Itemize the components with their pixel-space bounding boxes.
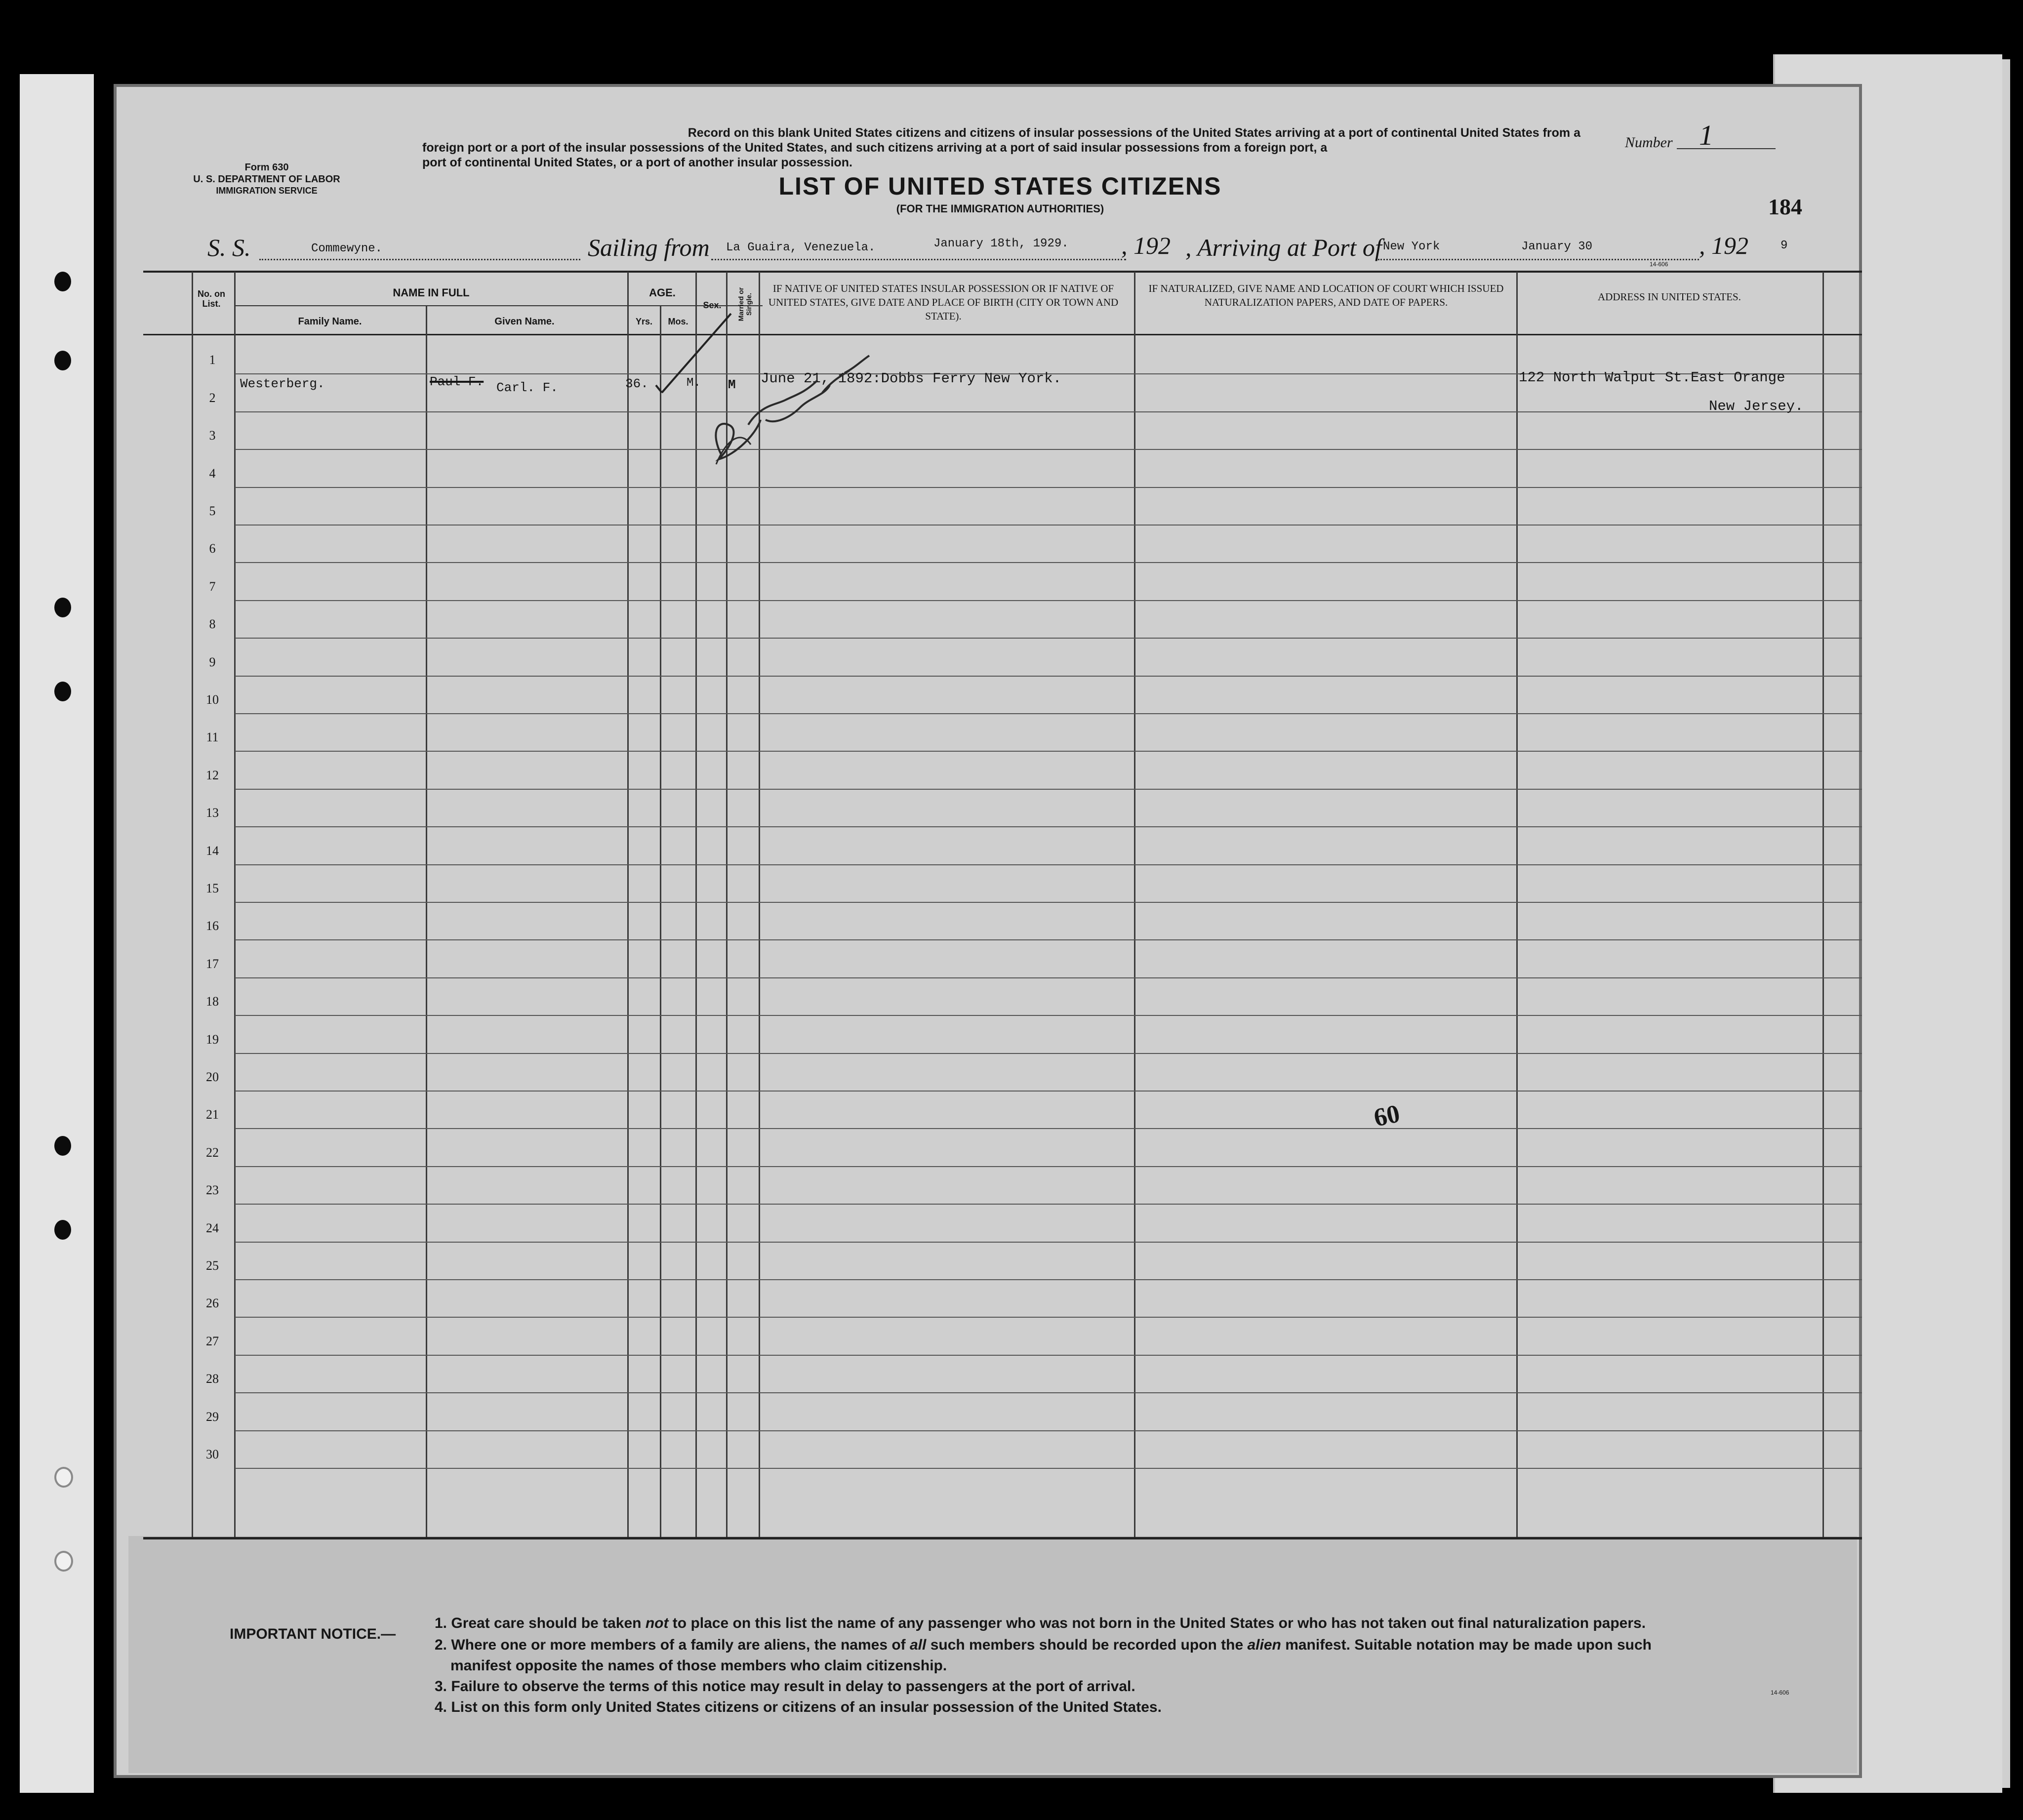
notice-item-4: 4. List on this form only United States citizens or citizens of an insular possession of the United States. [435, 1699, 1162, 1715]
row-number: 27 [206, 1334, 219, 1348]
notice-2-em-1: all [910, 1637, 927, 1653]
header-bottom-border [143, 334, 1862, 335]
col-sex-header: Sex. [703, 300, 722, 310]
row-line [235, 1392, 1862, 1393]
notice-1-text: 1. Great care should be taken [435, 1615, 646, 1631]
col-given-header: Given Name. [494, 316, 555, 327]
binder-hole [54, 272, 71, 291]
binder-hole [54, 682, 71, 701]
col-native-header: IF NATIVE OF UNITED STATES INSULAR POSSESSION OR IF NATIVE OF UNITED STATES, GIVE DATE AND PLACE OF BIRTH (CITY OR TOWN AND STATE). [768, 283, 1119, 322]
row-number: 25 [206, 1258, 219, 1273]
handwritten-mark: 60 [1371, 1099, 1403, 1132]
notice-item-2-cont: manifest opposite the names of those members who claim citizenship. [450, 1658, 947, 1674]
page-subtitle: (FOR THE IMMIGRATION AUTHORITIES) [896, 202, 1104, 215]
entry-address-line2: New Jersey. [1709, 398, 1804, 414]
binder-hole [54, 1467, 73, 1488]
row-number: 3 [209, 428, 216, 443]
ss-label: S. S. [207, 234, 251, 261]
number-label: Number [1625, 134, 1673, 151]
row-line [235, 902, 1862, 903]
row-line [235, 449, 1862, 450]
record-instructions-3: port of continental United States, or a port of another insular possession. [422, 156, 852, 169]
notice-2-em-2: alien [1247, 1637, 1281, 1653]
sailing-underline [711, 259, 1126, 260]
col-line [627, 272, 629, 1537]
row-line [235, 977, 1862, 978]
notice-1-text-end: to place on this list the name of any passenger who was not born in the United States or who has not taken out final naturalization papers. [668, 1615, 1646, 1631]
row-line [235, 751, 1862, 752]
row-line [235, 1128, 1862, 1129]
col-line [1134, 272, 1135, 1537]
row-number: 1 [209, 353, 216, 367]
notice-item-3: 3. Failure to observe the terms of this notice may result in delay to passengers at the port of arrival. [435, 1678, 1135, 1695]
binder-hole [54, 1220, 71, 1240]
row-line [235, 411, 1862, 412]
row-number: 20 [206, 1070, 219, 1084]
row-number: 6 [209, 541, 216, 556]
number-underline [1677, 148, 1776, 149]
footer-band [128, 1536, 1857, 1773]
sailing-date: January 18th, 1929. [933, 237, 1069, 250]
arrival-date: January 30 [1521, 240, 1593, 253]
notice-item-2 [435, 1637, 1867, 1654]
ship-name: Commewyne. [311, 242, 383, 255]
row-line [235, 1053, 1862, 1054]
row-line [235, 1091, 1862, 1092]
row-line [235, 789, 1862, 790]
year-prefix-text: 192 [1133, 232, 1171, 259]
row-number: 30 [206, 1447, 219, 1461]
table-top-border [143, 271, 1862, 273]
row-line [235, 562, 1862, 563]
col-no-header: No. on List. [198, 289, 225, 309]
page-number: 184 [1768, 194, 1802, 219]
binder-hole [54, 598, 71, 617]
record-instructions-2: foreign port or a port of the insular possessions of the United States, and such citizens arriving at a port of said insular possessions from a foreign port, a [422, 141, 1328, 155]
row-number: 28 [206, 1372, 219, 1386]
row-number: 5 [209, 504, 216, 518]
row-number: 7 [209, 579, 216, 594]
row-number: 16 [206, 919, 219, 933]
row-line [235, 1015, 1862, 1016]
entry-address-line1: 122 North Walput St.East Orange [1519, 369, 1785, 386]
col-line [192, 272, 193, 1537]
row-number: 8 [209, 617, 216, 632]
record-instructions-1: Record on this blank United States citizens and citizens of insular possessions of the United States arriving at a port of continental United States from a [688, 126, 1580, 140]
arriving-label: , Arriving at Port of [1185, 234, 1382, 261]
row-line [235, 713, 1862, 714]
notice-1-em: not [645, 1615, 669, 1631]
entry-married: M [728, 377, 736, 392]
row-line [235, 1242, 1862, 1243]
row-line [235, 600, 1862, 601]
row-number: 17 [206, 956, 219, 971]
row-number: 9 [209, 654, 216, 669]
row-number: 2 [209, 390, 216, 405]
notice-2-text-mid: such members should be recorded upon the [926, 1637, 1248, 1653]
notice-2-text: 2. Where one or more members of a family are aliens, the names of [435, 1637, 910, 1653]
row-line [235, 1468, 1862, 1469]
row-number: 23 [206, 1183, 219, 1198]
table-bottom-border [143, 1537, 1862, 1539]
row-line [235, 638, 1862, 639]
number-value: 1 [1699, 119, 1713, 151]
row-number: 10 [206, 692, 219, 707]
entry-given-name: Carl. F. [496, 380, 558, 395]
arrival-year-suffix: 9 [1780, 239, 1788, 252]
year-prefix-text: 192 [1711, 232, 1748, 259]
ship-underline [259, 259, 580, 260]
row-number: 24 [206, 1220, 219, 1235]
notice-2-text-end: manifest. Suitable notation may be made upon such [1281, 1637, 1652, 1653]
entry-birth: June 21, 1892:Dobbs Ferry New York. [761, 370, 1062, 387]
row-number: 15 [206, 881, 219, 895]
arriving-label-text: Arriving at Port of [1197, 234, 1382, 261]
row-number: 12 [206, 768, 219, 782]
row-line [235, 676, 1862, 677]
form-code-bottom: 14-606 [1771, 1689, 1789, 1696]
row-number: 19 [206, 1032, 219, 1047]
row-number: 29 [206, 1409, 219, 1424]
notice-heading: IMPORTANT NOTICE.— [230, 1626, 396, 1642]
col-mos-header: Mos. [668, 317, 688, 326]
col-name-header: NAME IN FULL [393, 286, 470, 299]
row-line [235, 1355, 1862, 1356]
entry-family-name: Westerberg. [240, 376, 325, 391]
row-line [235, 864, 1862, 865]
col-address-header: ADDRESS IN UNITED STATES. [1598, 291, 1741, 303]
row-number: 22 [206, 1145, 219, 1160]
row-line [235, 525, 1862, 526]
entry-given-name-struck: Paul F. [430, 374, 484, 389]
row-number: 4 [209, 466, 216, 481]
row-line [235, 1317, 1862, 1318]
year-prefix-1: , 192 [1121, 232, 1171, 259]
row-number: 18 [206, 994, 219, 1009]
row-line [235, 1204, 1862, 1205]
col-family-header: Family Name. [298, 316, 362, 327]
row-number: 26 [206, 1296, 219, 1311]
row-line [235, 939, 1862, 940]
entry-age-yrs: 36. [625, 376, 648, 391]
manifest-sheet [114, 84, 1862, 1778]
row-line [235, 1279, 1862, 1280]
row-number: 21 [206, 1107, 219, 1122]
binder-strip [20, 74, 94, 1793]
handwritten-annotation [642, 306, 919, 533]
form-code-top: 14-606 [1650, 261, 1668, 268]
col-line [426, 306, 427, 1537]
year-prefix-2: , 192 [1699, 232, 1748, 259]
col-age-header: AGE. [649, 286, 676, 299]
department-label: U. S. DEPARTMENT OF LABOR [193, 174, 340, 185]
binder-hole [54, 1551, 73, 1572]
col-naturalized-header: IF NATURALIZED, GIVE NAME AND LOCATION OF COURT WHICH ISSUED NATURALIZATION PAPERS, AND DATE OF PAPERS. [1148, 283, 1504, 308]
col-yrs-header: Yrs. [635, 317, 653, 326]
row-number: 13 [206, 806, 219, 820]
row-number: 14 [206, 843, 219, 858]
notice-item-1 [435, 1615, 1867, 1632]
col-line [1516, 272, 1518, 1537]
form-number: Form 630 [244, 162, 289, 173]
col-married-header: Married or Single. [737, 287, 753, 322]
col-line [234, 272, 236, 1537]
row-number: 11 [206, 730, 219, 745]
row-line [235, 487, 1862, 488]
binder-hole [54, 1136, 71, 1156]
row-line [235, 1166, 1862, 1167]
sailing-label: Sailing from [588, 234, 710, 261]
row-line [235, 826, 1862, 827]
arrival-port: New York [1383, 240, 1440, 253]
service-label: IMMIGRATION SERVICE [216, 186, 318, 196]
binder-hole [54, 351, 71, 370]
entry-sex: M. [687, 376, 701, 390]
sailing-from: La Guaira, Venezuela. [726, 241, 876, 254]
row-line [235, 1430, 1862, 1431]
col-line [1822, 272, 1824, 1537]
arrival-underline [1378, 259, 1699, 260]
page-title: LIST OF UNITED STATES CITIZENS [778, 172, 1222, 200]
